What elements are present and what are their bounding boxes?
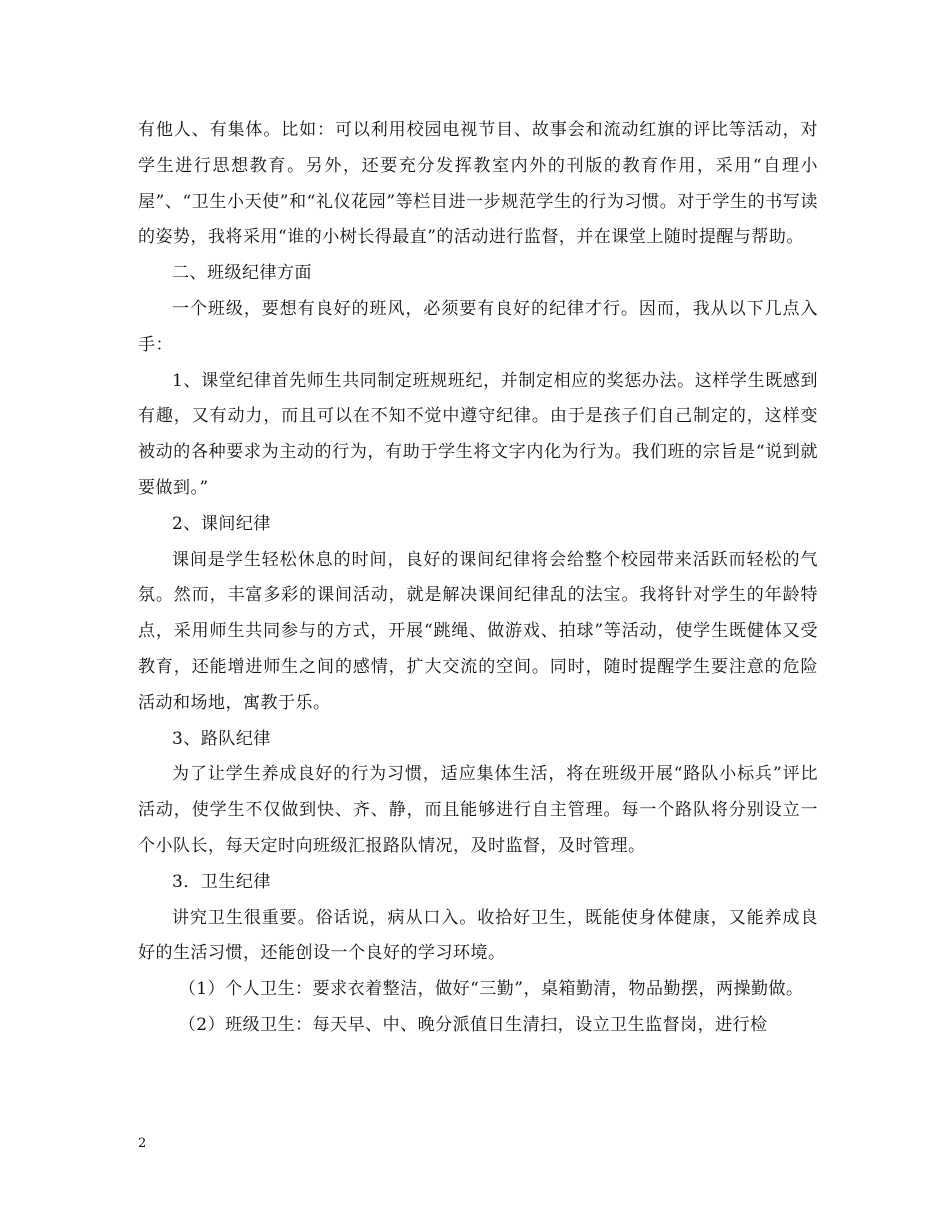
subheading-hygiene-discipline: 3．卫生纪律: [172, 871, 271, 892]
subheading-queue-discipline: 3、路队纪律: [172, 728, 271, 749]
section-heading-class-discipline: 二、班级纪律方面: [172, 263, 312, 284]
paragraph-hygiene-intro: 讲究卫生很重要。俗话说，病从口入。收拾好卫生，既能使身体健康，又能养成良好的生活习惯，还能创设一个良好的学习环境。: [138, 907, 818, 964]
document-body: [138, 113, 818, 1044]
paragraph-personal-hygiene: （1）个人卫生：要求衣着整洁，做好“三勤”，桌箱勤清，物品勤摆，两操勤做。: [178, 979, 804, 1000]
paragraph-class-hygiene: （2）班级卫生：每天早、中、晚分派值日生清扫，设立卫生监督岗，进行检: [178, 1014, 768, 1035]
paragraph-queue-discipline: 为了让学生养成良好的行为习惯，适应集体生活，将在班级开展“路队小标兵”评比活动，使学生不仅做到快、齐、静，而且能够进行自主管理。每一个路队将分别设立一个小队长，每天定时向班级汇报路队情况，及时监督，及时管理。: [138, 764, 818, 856]
page-number: 2: [138, 1136, 147, 1151]
paragraph-intro: 一个班级，要想有良好的班风，必须要有良好的纪律才行。因而，我从以下几点入手：: [138, 298, 818, 355]
subheading-recess-discipline: 2、课间纪律: [172, 513, 271, 534]
paragraph-continuation: 有他人、有集体。比如：可以利用校园电视节目、故事会和流动红旗的评比等活动，对学生进行思想教育。另外，还要充分发挥教室内外的刊版的教育作用，采用“自理小屋”、“卫生小天使”和“礼仪花园”等栏目进一步规范学生的行为习惯。对于学生的书写读的姿势，我将采用“谁的小树长得最直”的活动进行监督，并在课堂上随时提醒与帮助。: [138, 120, 818, 248]
paragraph-recess-discipline: 课间是学生轻松休息的时间，良好的课间纪律将会给整个校园带来活跃而轻松的气氛。然而，丰富多彩的课间活动，就是解决课间纪律乱的法宝。我将针对学生的年龄特点，采用师生共同参与的方式，开展“跳绳、做游戏、拍球”等活动，使学生既健体又受教育，还能增进师生之间的感情，扩大交流的空间。同时，随时提醒学生要注意的危险活动和场地，寓教于乐。: [138, 549, 818, 713]
paragraph-classroom-discipline: 1、课堂纪律首先师生共同制定班规班纪，并制定相应的奖惩办法。这样学生既感到有趣，又有动力，而且可以在不知不觉中遵守纪律。由于是孩子们自己制定的，这样变被动的各种要求为主动的行为，有助于学生将文字内化为行为。我们班的宗旨是“说到就要做到。”: [138, 370, 818, 498]
